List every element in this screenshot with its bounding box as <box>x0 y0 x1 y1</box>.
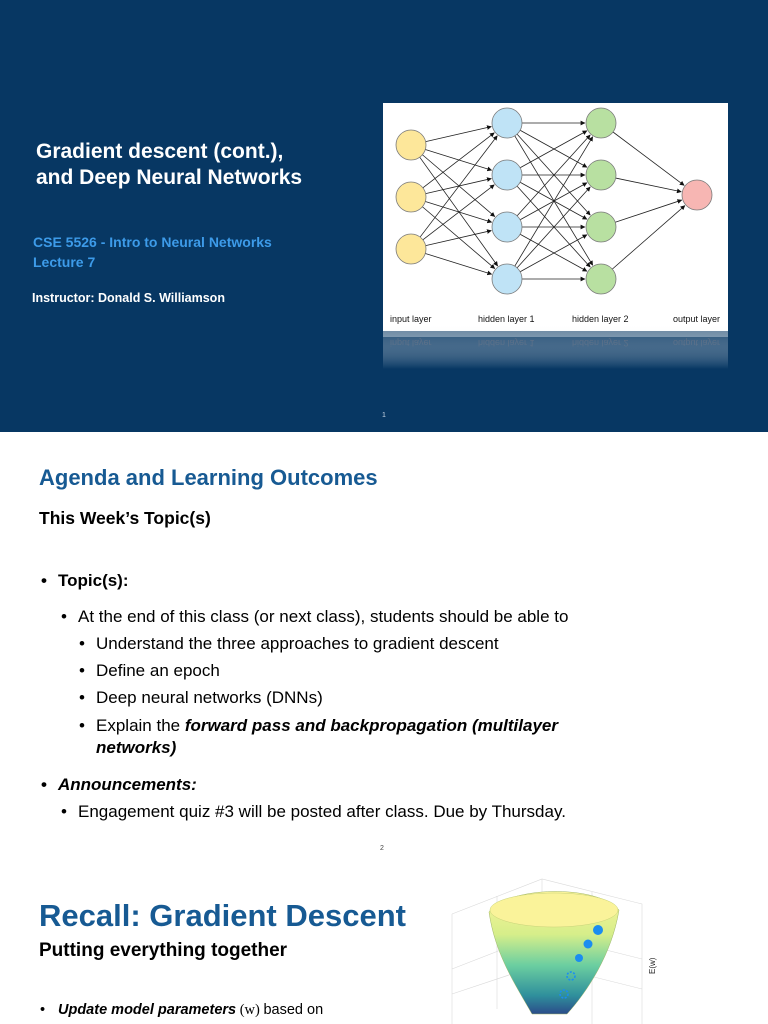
hidden-layer-1-label: hidden layer 1 <box>478 314 535 324</box>
course-info <box>33 232 272 272</box>
outcome-item: • Explain the forward pass and backpropagation (multilayer networks) <box>79 716 558 757</box>
course-name: CSE 5526 - Intro to Neural Networks <box>33 234 272 250</box>
bullet-icon: • <box>79 661 85 680</box>
bullet-icon: • <box>79 716 85 735</box>
slide-number: 1 <box>382 412 386 419</box>
outcome-item: • Define an epoch <box>79 661 220 680</box>
instructor: Instructor: Donald S. Williamson <box>32 291 225 305</box>
outcome-item: • Deep neural networks (DNNs) <box>79 688 323 707</box>
neuron-node <box>492 160 522 190</box>
neuron-node <box>396 130 426 160</box>
neuron-node <box>396 234 426 264</box>
neuron-node <box>586 108 616 138</box>
slide-subtitle: Putting everything together <box>39 940 288 961</box>
bullet-icon: • <box>41 775 47 794</box>
bullet-icon: • <box>79 634 85 653</box>
neuron-node <box>492 212 522 242</box>
neural-network-diagram <box>383 103 728 369</box>
slide-title: Agenda and Learning Outcomes <box>39 465 378 490</box>
neuron-node <box>586 160 616 190</box>
neuron-node <box>396 182 426 212</box>
e-w-axis-label: E(w) <box>648 957 657 974</box>
topics-bullet: • Topic(s): <box>41 571 129 590</box>
announcement-item: • Engagement quiz #3 will be posted after class. Due by Thursday. <box>61 802 566 821</box>
bullet-icon: • <box>79 688 85 707</box>
gradient-descent-slide <box>0 864 768 1024</box>
agenda-slide <box>0 432 768 864</box>
outcomes-intro: • At the end of this class (or next class), students should be able to <box>61 607 569 626</box>
bullet-icon: • <box>40 1002 46 1018</box>
announcements-bullet: • Announcements: <box>41 775 197 794</box>
slide-title: Recall: Gradient Descent <box>39 898 406 933</box>
input-layer-label: input layer <box>390 314 432 324</box>
neuron-node <box>682 180 712 210</box>
neuron-node <box>586 264 616 294</box>
bullet-icon: • <box>41 571 47 590</box>
outcome-item: • Understand the three approaches to gradient descent <box>79 634 499 653</box>
bullet-icon: • <box>61 607 67 626</box>
neuron-node <box>586 212 616 242</box>
neuron-node <box>492 264 522 294</box>
bullet-icon: • <box>61 802 67 821</box>
slide-subtitle: This Week’s Topic(s) <box>39 508 211 528</box>
title-slide <box>0 0 768 432</box>
slide-title: Gradient descent (cont.), and Deep Neural Networks <box>36 140 303 189</box>
update-parameters-bullet: • Update model parameters (w) based on <box>40 1002 324 1018</box>
lecture-number: Lecture 7 <box>33 254 96 270</box>
hidden-layer-2-label: hidden layer 2 <box>572 314 629 324</box>
error-surface-plot <box>447 874 667 1024</box>
output-layer-label: output layer <box>673 314 721 324</box>
slide-number: 2 <box>380 845 384 852</box>
neuron-node <box>492 108 522 138</box>
